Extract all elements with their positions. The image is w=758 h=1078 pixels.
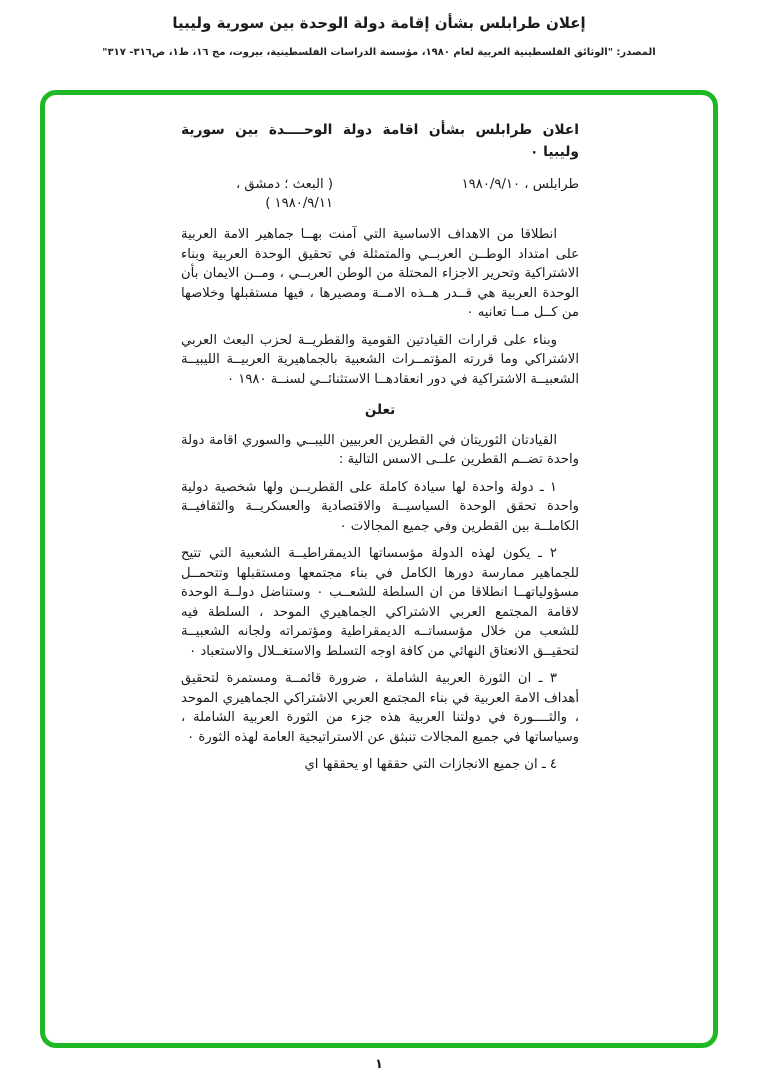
page-header (0, 14, 758, 58)
paragraph-intro-2: وبناء على قرارات القيادتين القومية والقطريــة لحزب البعث العربي الاشتراكي وما قررته المؤتمــرات الشعبية بالجماهيرية العربيــة الليبيــة الشعبيــة الاشتراكية في دور انعقادهــا الاستثنائــي لسنــة ١٩٨٠ ٠ (181, 332, 579, 387)
list-item-2: ٢ ـ يكون لهذه الدولة مؤسساتها الديمقراطيــة الشعبية التي تتيح للجماهير ممارسة دورها الكامل في بناء مجتمعها ومستقبلها وتتحمــل مسؤولياتهــا انطلاقا من ان السلطة للشعــب ٠ وستناضل دولــة الوحدة لاقامة المجتمع العربي الاشتراكي الجماهيري الموحد ، السلطة فيه للشعب من خلال مؤسساتــه الديمقراطية ومؤتمراته ولجانه الشعبيــة لتحقيــق الانعتاق النهائي من كافة اوجه التسلط والاستغــلال والاستعباد ٠ (181, 546, 579, 659)
dateline-place-date: طرابلس ، ١٩٨٠/٩/١٠ (461, 177, 579, 192)
dateline (181, 175, 579, 213)
document-title: اعلان طرابلس بشأن اقامة دولة الوحــــدة بين سورية وليبيا ٠ (181, 122, 579, 160)
page-title: إعلان طرابلس بشأن إقامة دولة الوحدة بين سورية وليبيا (172, 14, 586, 32)
page-number: ١ (375, 1057, 383, 1072)
list-item-3: ٣ ـ ان الثورة العربية الشاملة ، ضرورة قائمــة ومستمرة لتحقيق أهداف الامة العربية في بناء المجتمع العربي الاشتراكي الجماهيري الموحد ، والثــــورة في دولتنا العربية هذه جزء من الثورة العربية الشاملة ، وسياساتها في جميع المجالات تنبثق عن الاستراتيجية العامة لهذه الثورة ٠ (181, 671, 579, 745)
document-body (181, 119, 579, 775)
paragraph-intro-1: انطلاقا من الاهداف الاساسية التي آمنت بهــا جماهير الامة العربية على امتداد الوطــن العربــي والمتمثلة في تحقيق الوحدة العربية وبناء الاشتراكية وتحرير الاجزاء المحتلة من الوطن العربــي ، ومــن الايمان بأن الوحدة العربية هي قــدر هــذه الامــة ومصيرها ، فيها مستقبلها وخلاصها من كــل مــا تعانيه ٠ (181, 227, 579, 320)
declaration-heading: تعلن (364, 402, 396, 418)
list-item-1: ١ ـ دولة واحدة لها سيادة كاملة على القطريــن ولها شخصية دولية واحدة تحقق الوحدة السياسيــة والاقتصادية والعسكريــة والثقافيــة الكاملــة بين القطرين وفي جميع المجالات ٠ (181, 479, 579, 534)
list-item-4: ٤ ـ ان جميع الانجازات التي حققها او يحققها اي (304, 757, 557, 772)
paragraph-declaration: القيادتان الثوريتان في القطرين العربيين الليبــي والسوري اقامة دولة واحدة تضــم القطرين علــى الاسس التالية : (181, 432, 579, 467)
green-frame (40, 90, 718, 1048)
dateline-secondary-source: ( البعث ؛ دمشق ، ١٩٨٠/٩/١١ ) (235, 177, 333, 211)
source-citation: المصدر: "الوثائق الفلسطينية العربية لعام ١٩٨٠، مؤسسة الدراسات الفلسطينية، بيروت، مج ١٦، ط١، ص٣١٦- ٣١٧" (102, 47, 656, 58)
